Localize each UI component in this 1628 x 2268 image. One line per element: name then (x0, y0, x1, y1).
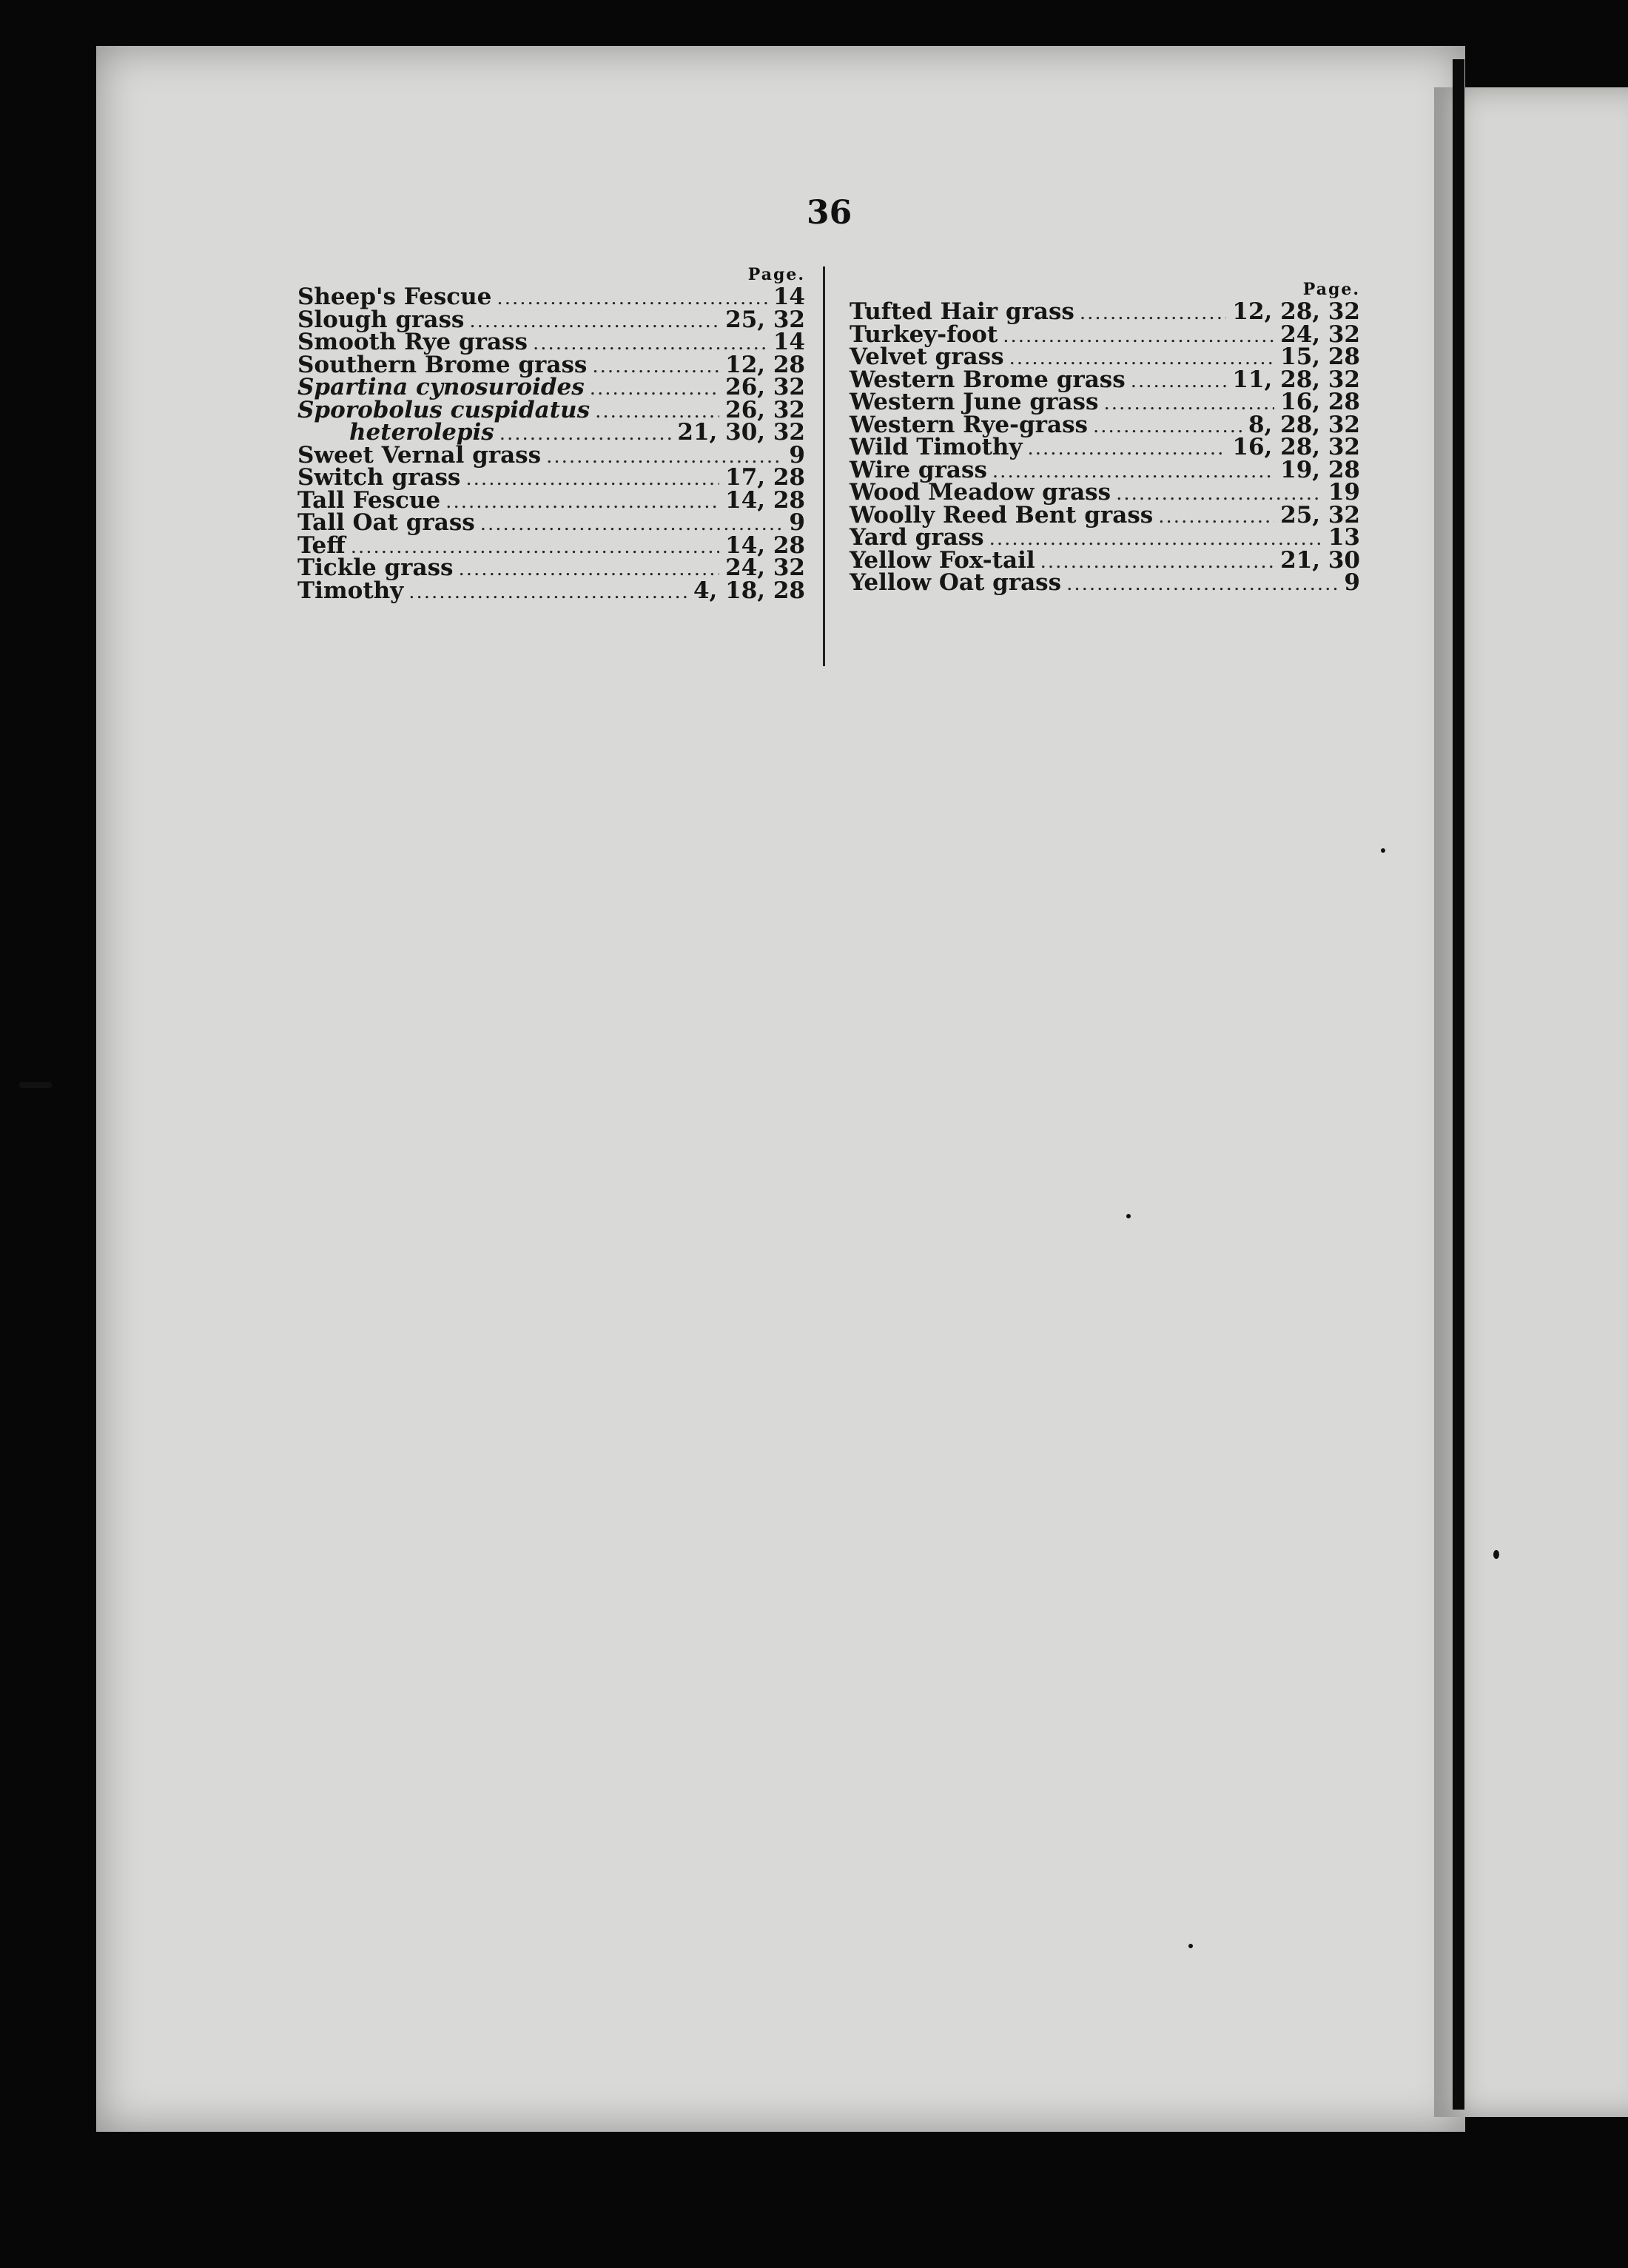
index-entry (297, 376, 805, 399)
leader-dots (1003, 327, 1274, 350)
index-entry (850, 343, 1360, 370)
index-entries (297, 286, 805, 602)
entry-name: Tufted Hair grass (850, 298, 1074, 325)
entry-pages: 16, 28 (1280, 389, 1360, 415)
leader-dots (1094, 417, 1242, 440)
entry-pages: 14 (773, 284, 805, 310)
leader-dots (460, 560, 720, 583)
index-entry (297, 466, 805, 489)
leader-dots (1080, 304, 1227, 327)
leader-dots (446, 493, 719, 516)
index-entry (297, 511, 805, 534)
entry-name: Western Brome grass (850, 366, 1126, 393)
entry-pages: 9 (1344, 569, 1360, 596)
entry-pages: 16, 28, 32 (1232, 434, 1360, 460)
leader-dots (1131, 372, 1227, 395)
entry-name: Switch grass (297, 464, 461, 491)
index-entry (850, 391, 1360, 414)
entry-name: Velvet grass (850, 343, 1004, 370)
paper-speck (19, 1082, 52, 1088)
leader-dots (409, 583, 687, 606)
index-entry (850, 571, 1360, 594)
entry-name: Wood Meadow grass (850, 479, 1111, 506)
page-column-header: Page. (747, 265, 805, 284)
entry-name: Sweet Vernal grass (297, 441, 542, 469)
entry-name: Wire grass (850, 456, 987, 483)
entry-pages: 21, 30 (1280, 546, 1360, 574)
entry-name: Tall Oat grass (297, 509, 475, 536)
entry-name: Yard grass (850, 524, 984, 551)
index-entry (297, 351, 805, 378)
entry-pages: 12, 28 (725, 351, 805, 378)
index-entry (850, 366, 1360, 393)
index-entry (297, 577, 805, 604)
index-entry (297, 331, 805, 354)
entry-pages: 14, 28 (725, 531, 805, 559)
entry-pages: 26, 32 (725, 374, 805, 400)
leader-dots (1067, 575, 1338, 598)
entry-name: Woolly Reed Bent grass (850, 501, 1154, 529)
index-entry (850, 436, 1360, 459)
entry-name: Tall Fescue (297, 486, 441, 514)
entry-name: Spartina cynosuroides (297, 374, 585, 400)
entry-pages: 8, 28, 32 (1248, 411, 1360, 438)
index-entry (297, 486, 805, 514)
index-entry (850, 481, 1360, 504)
entry-pages: 24, 32 (725, 554, 805, 581)
entry-name: Sheep's Fescue (297, 284, 492, 310)
page-number: 36 (807, 194, 852, 232)
index-entry (297, 421, 805, 444)
entry-pages: 14 (773, 329, 805, 355)
entry-name: Smooth Rye grass (297, 329, 528, 355)
leader-dots (466, 470, 719, 493)
paper-speck (1381, 848, 1385, 853)
entry-pages: 25, 32 (1280, 501, 1360, 529)
entry-pages: 26, 32 (725, 396, 805, 423)
index-entry (850, 411, 1360, 438)
entry-name: Western Rye-grass (850, 411, 1088, 438)
entry-pages: 19 (1328, 479, 1360, 506)
entry-pages: 9 (789, 441, 805, 469)
index-entry (850, 456, 1360, 483)
entry-pages: 12, 28, 32 (1232, 298, 1360, 325)
leader-dots (593, 358, 719, 380)
entry-pages: 15, 28 (1280, 343, 1360, 370)
entry-pages: 17, 28 (725, 464, 805, 491)
index-entry (850, 526, 1360, 549)
leader-dots (1041, 553, 1275, 576)
leader-dots (591, 380, 719, 403)
index-entries (850, 298, 1360, 596)
index-entry (297, 286, 805, 309)
entry-pages: 21, 30, 32 (677, 419, 805, 446)
entry-pages: 9 (789, 509, 805, 536)
entry-name: Western June grass (850, 389, 1099, 415)
entry-pages: 24, 32 (1280, 321, 1360, 348)
index-entry (297, 306, 805, 333)
entry-name: Turkey-foot (850, 321, 998, 348)
index-entry (297, 531, 805, 559)
index-entry (297, 441, 805, 469)
paper-speck (1126, 1214, 1131, 1218)
paper-speck (1493, 1550, 1499, 1559)
column-divider (823, 266, 825, 666)
index-entry (850, 546, 1360, 574)
index-entry (297, 554, 805, 581)
leader-dots (1028, 440, 1226, 463)
entry-name: Wild Timothy (850, 434, 1023, 460)
index-entry (850, 323, 1360, 346)
page-column-header: Page. (1302, 280, 1360, 299)
entry-name: heterolepis (349, 419, 494, 446)
entry-name: Timothy (297, 577, 404, 604)
entry-name: Yellow Oat grass (850, 569, 1062, 596)
entry-name: Sporobolus cuspidatus (297, 396, 591, 423)
index-entry (297, 396, 805, 423)
entry-name: Yellow Fox-tail (850, 546, 1035, 574)
entry-pages: 14, 28 (725, 486, 805, 514)
index-entry (850, 298, 1360, 325)
entry-pages: 13 (1328, 524, 1360, 551)
paper-speck (1188, 1944, 1193, 1948)
entry-name: Slough grass (297, 306, 465, 333)
entry-pages: 25, 32 (725, 306, 805, 333)
entry-name: Teff (297, 531, 346, 559)
entry-name: Tickle grass (297, 554, 454, 581)
entry-name: Southern Brome grass (297, 351, 588, 378)
entry-pages: 11, 28, 32 (1232, 366, 1360, 393)
entry-pages: 19, 28 (1280, 456, 1360, 483)
book-gutter (1453, 59, 1464, 2110)
entry-pages: 4, 18, 28 (693, 577, 805, 604)
leader-dots (1159, 508, 1274, 531)
leader-dots (990, 530, 1322, 553)
index-entry (850, 501, 1360, 529)
